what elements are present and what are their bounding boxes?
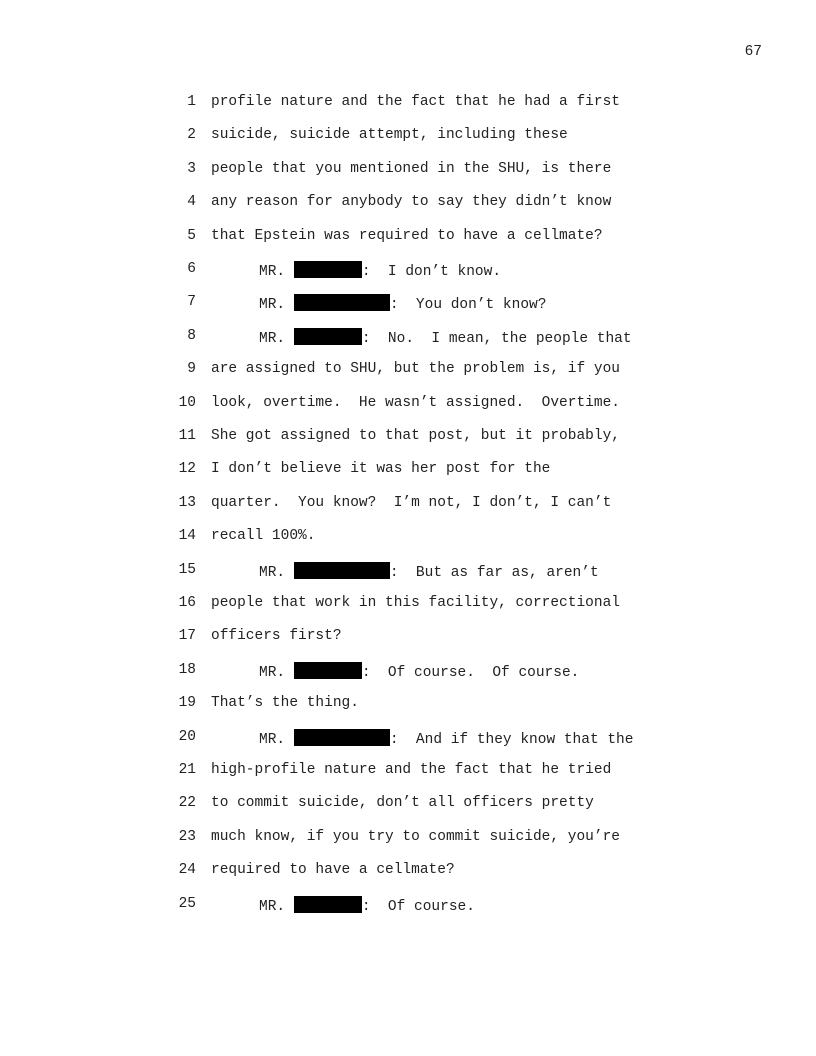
speech-text: : You don’t know? xyxy=(389,297,547,314)
speaker-label: MR. xyxy=(259,731,286,748)
speech-text: : No. I mean, the people that xyxy=(361,330,632,347)
redaction-box xyxy=(294,261,362,278)
redaction-box xyxy=(294,896,362,913)
line-number: 22 xyxy=(178,795,196,812)
line-text xyxy=(211,562,599,581)
line-number: 1 xyxy=(187,94,196,110)
line-number: 18 xyxy=(178,661,196,678)
speaker-label: MR. xyxy=(259,898,286,915)
line-number: 10 xyxy=(178,394,196,411)
line-text: I don’t believe it was her post for the xyxy=(211,461,551,478)
line-text: high-profile nature and the fact that he tried xyxy=(211,762,612,778)
page-number: 67 xyxy=(744,44,762,60)
speech-text: : I don’t know. xyxy=(361,264,502,280)
speech-text: : Of course. xyxy=(361,898,475,915)
redaction-box xyxy=(294,662,362,679)
line-number: 12 xyxy=(178,461,196,478)
redaction-box xyxy=(294,328,362,345)
line-text: profile nature and the fact that he had a first xyxy=(211,94,620,110)
line-text: required to have a cellmate? xyxy=(211,862,455,879)
speaker-label: MR. xyxy=(259,264,286,280)
line-text: that Epstein was required to have a cellmate? xyxy=(211,227,603,244)
line-text: suicide, suicide attempt, including these xyxy=(211,127,568,144)
line-text: officers first? xyxy=(211,628,342,645)
line-text: any reason for anybody to say they didn’t know xyxy=(211,194,612,211)
speech-text: : Of course. Of course. xyxy=(361,664,580,681)
line-text xyxy=(211,261,501,280)
line-number: 14 xyxy=(178,528,196,545)
line-number: 7 xyxy=(187,294,196,311)
line-text xyxy=(211,896,475,915)
line-number: 24 xyxy=(178,862,196,879)
line-text xyxy=(211,662,579,681)
line-number: 9 xyxy=(187,361,196,378)
line-text: That’s the thing. xyxy=(211,695,359,712)
line-text: She got assigned to that post, but it probably, xyxy=(211,428,620,444)
speech-text: : And if they know that the xyxy=(389,731,634,748)
line-text: people that work in this facility, correctional xyxy=(211,595,620,611)
line-text: are assigned to SHU, but the problem is, if you xyxy=(211,361,620,378)
redaction-box xyxy=(294,294,390,311)
line-number: 13 xyxy=(178,494,196,511)
line-text xyxy=(211,328,632,347)
speaker-label: MR. xyxy=(259,330,286,347)
line-number: 15 xyxy=(178,561,196,578)
line-number: 5 xyxy=(187,227,196,244)
speech-text: : But as far as, aren’t xyxy=(389,564,599,581)
speaker-label: MR. xyxy=(259,564,286,581)
line-number: 2 xyxy=(187,127,196,144)
line-text xyxy=(211,294,546,313)
line-number: 16 xyxy=(178,595,196,611)
line-text: recall 100%. xyxy=(211,528,316,545)
speaker-label: MR. xyxy=(259,297,286,314)
line-number: 8 xyxy=(187,327,196,344)
line-number: 20 xyxy=(178,728,196,745)
line-number: 11 xyxy=(178,428,196,444)
redaction-box xyxy=(294,562,390,579)
line-text: to commit suicide, don’t all officers pretty xyxy=(211,795,594,812)
line-number: 17 xyxy=(178,628,196,645)
line-number: 23 xyxy=(178,828,196,845)
redaction-box xyxy=(294,729,390,746)
line-text: quarter. You know? I’m not, I don’t, I can’t xyxy=(211,494,612,511)
line-text: people that you mentioned in the SHU, is there xyxy=(211,160,612,177)
line-number: 6 xyxy=(187,261,196,277)
line-text xyxy=(211,729,633,748)
line-text: much know, if you try to commit suicide, you’re xyxy=(211,828,620,845)
speaker-label: MR. xyxy=(259,664,286,681)
line-number: 19 xyxy=(178,695,196,712)
line-text: look, overtime. He wasn’t assigned. Overtime. xyxy=(211,394,620,411)
line-number: 25 xyxy=(178,895,196,912)
line-number: 3 xyxy=(187,160,196,177)
line-number: 4 xyxy=(187,194,196,211)
line-number: 21 xyxy=(178,762,196,778)
